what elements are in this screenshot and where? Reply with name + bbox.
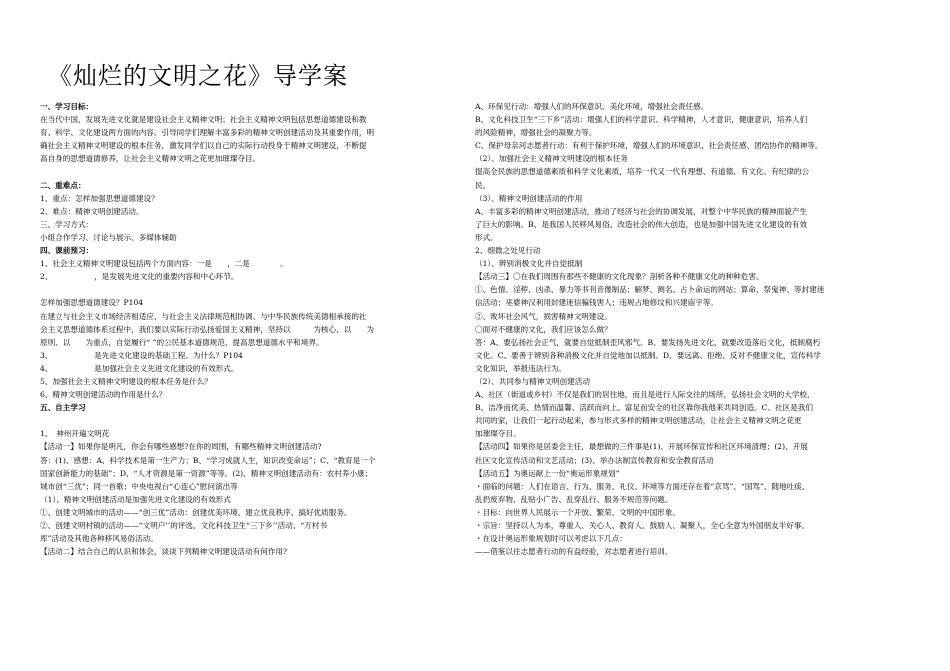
text-line: 1、 神州开遍文明花 xyxy=(40,429,110,439)
text-line: 【活动一】如果你是明凡，你会有哪些感想?在你的周围，有哪些精神文明创建活动? xyxy=(40,442,322,452)
text-line: 民。 xyxy=(475,180,491,190)
text-line: ②、败坏社会风气，损害精神文明建设。 xyxy=(475,311,612,321)
text-line: 国家创新能力的基础”；D、“人才资源是第一资源”等等。(2)、精神文明创建活动有：农村养小康； xyxy=(40,468,373,478)
text-line: 1、社会主义精神文明建设包括两个方面内容：一是 ，二是 。 xyxy=(40,259,288,269)
text-line: 3、 是先进文化建设的基础工程。为什么？P104 xyxy=(40,350,243,360)
text-line: （3）、精神文明创建活动的作用 xyxy=(475,193,583,203)
text-line: B、文化科技卫生“三下乡”活动：增强人们的科学意识、科学精神，人才意识，健康意识，培养人们 xyxy=(475,115,808,125)
section-heading: 二、重难点： xyxy=(40,180,86,190)
text-line xyxy=(40,283,460,296)
text-line: ——借鉴以往志愿者行动的有益经验，对志愿者进行培训。 xyxy=(475,547,673,557)
text-line: ・目标：向世界人民展示一个开放、繁荣、文明的中国形象。 xyxy=(475,507,681,517)
text-line: 确社会主义精神文明建设的根本任务，激发同学们以自己的实际行动投身于精神文明建设，不断提 xyxy=(40,141,367,151)
text-line: 三、学习方式： xyxy=(40,219,94,229)
left-column xyxy=(40,100,460,558)
text-line: 育、科学、文化建设两方面的内容。引导同学们理解丰富多彩的精神文明创建活动及其重要作用，明 xyxy=(40,128,375,138)
text-line: 共同的家，让我们一起行动起来，参与形式多样的精神文明创建活动，让社会主义精神文明之花更 xyxy=(475,416,802,426)
text-line: A、社区（街道或乡村）不仅是我们的居住地，而且是进行人际交往的场所，弘扬社会文明的大学校， xyxy=(475,390,815,400)
text-line: 形式。 xyxy=(475,232,498,242)
right-column xyxy=(475,100,900,558)
text-line: 了巨大的影响。B、是我国人民移风易俗、改造社会的伟大创造，也是加强中国先进文化建设的有效 xyxy=(475,219,808,229)
text-line: 城市创“三优”；同一首歌；中央电视台“心连心”慰问演出等 xyxy=(40,481,238,491)
text-line: 信活动；巫婆神汉利用封建迷信骗钱害人；违规占地修坟和兴建庙宇等。 xyxy=(475,298,718,308)
text-line xyxy=(40,414,460,427)
text-line: 在当代中国，发展先进文化就是建设社会主义精神文明；社会主义精神文明包括思想道德建设和教 xyxy=(40,115,367,125)
section-heading: 五、自主学习 xyxy=(40,403,86,413)
page-title: 《灿烂的文明之花》导学案 xyxy=(48,62,348,90)
text-line: ・面临的问题：人们在语言、行为、服务、礼仪、环境等方面还存在着“京骂”、“国骂”、随地吐痰、 xyxy=(475,481,810,491)
text-line: 【活动四】如果你是居委会主任，最想做的三件事是(1)、开展环保宣传和社区环境清理；(2)、开展 xyxy=(475,442,808,452)
text-line: 原则、以 为重点，自觉履行“ ”的公民基本道德规范，提高思想道德水平和境界。 xyxy=(40,337,324,347)
section-heading: 一、学习目标： xyxy=(40,102,94,111)
text-line: 小组合作学习、讨论与展示、多媒体辅助 xyxy=(40,232,177,242)
text-line: ①、色情、淫秽、凶杀、暴力等书刊音像制品；解梦、测名、占卜命运的网站；算命、祭鬼神、等封建迷 xyxy=(475,285,825,295)
text-line: ②、创建文明村镇的活动——“文明户’’的评选、文化科技卫生“三下乡’’活动、“万村书 xyxy=(40,521,328,530)
text-line: B、洁净而优美、热情而温馨、活跃而向上、富足而安全的社区靠你我他来共同创造。C、社区是我们 xyxy=(475,403,813,413)
text-line: （2）、加强社会主义精神文明建设的根本任务 xyxy=(475,154,628,164)
text-line xyxy=(40,165,460,178)
text-line: A、环保见行动：增强人们的环保意识、美化环境，增强社会责任感。 xyxy=(475,102,709,111)
text-line: （1）、精神文明创建活动是加强先进文化建设的有效形式 xyxy=(40,494,231,504)
text-line: 【活动三】〇在我们周围有那些不健康的文化现象？剖析各种不健康文化的种种危害。 xyxy=(475,272,764,282)
text-line: 高自身的思想道德修养，让社会主义精神文明之花更加璀璨夺目。 xyxy=(40,154,261,164)
text-line: 2、 ，是发展先进文化的重要内容和中心环节。 xyxy=(40,272,239,282)
text-line: 〇面对不健康的文化，我们应该怎么做？ xyxy=(475,324,612,334)
text-line: 【活动二】结合自己的认识和体会，谈谈下列精神文明建设活动有何作用? xyxy=(40,547,288,557)
text-line: 4、 是加强社会主义先进文化建设的有效形式。 xyxy=(40,363,239,373)
text-line: （2）、共同参与精神文明创建活动 xyxy=(475,376,590,386)
text-line: 1、重点：怎样加强思想道德建设？ xyxy=(40,193,159,203)
text-line: C、保护母亲河志愿者行动：有利于保护环境，增强人们的环境意识、社会责任感、团结协作的精神等。 xyxy=(475,141,823,151)
text-line: 文化。C、要善于辨别各种消极文化并自觉地加以抵制。D、要远离、拒绝、反对不健康文化，宣传科学 xyxy=(475,350,822,360)
text-line: 在建立与社会主义市场经济相适应、与社会主义法律规范相协调、与中华民族传统美德相承接的社 xyxy=(40,311,367,321)
text-line: 社区文化宣传活动和文艺活动；(3)、举办法制宣传教育和安全教育活动 xyxy=(475,455,714,465)
text-line: 怎样加强思想道德建设？P104 xyxy=(40,298,144,308)
text-line: 答：(1)、感想：A、科学技术是第一生产力；B、“学习成就人生，知识改变命运”；C、“教育是一个 xyxy=(40,455,376,465)
text-line: 提高全民族的思想道德素质和科学文化素质，培养一代又一代有理想、有道德、有文化、有纪律的公 xyxy=(475,167,810,177)
text-line: 乱扔废弃物、乱贴小广告、乱穿乱行、服务不规范等问题。 xyxy=(475,494,673,504)
text-line: A、丰富多彩的精神文明创建活动，推动了经济与社会的协调发展，对整个中华民族的精神面貌产生 xyxy=(475,206,808,216)
text-line: 2、细微之处见行动 xyxy=(475,246,541,256)
text-line: 会主义思想道德体系过程中，我们要以实际行动弘扬爱国主义精神，坚持以 为核心、以 为 xyxy=(40,324,375,334)
text-line: 【活动五】为奥运献上一份“奥运形象规划” xyxy=(475,468,620,478)
text-line: 答：A、要弘扬社会正气，就要自觉抵制歪风邪气。B、要发扬先进文化，就要改造落后文化，抵制腐朽 xyxy=(475,337,821,347)
text-line: ①、创建文明城市的活动——“创三优”活动：创建优美环境、建立优良秩序、搞好优质服务。 xyxy=(40,507,352,517)
text-line: 文化知识，举报违法行为。 xyxy=(475,363,567,373)
text-line: 5、加强社会主义精神文明建设的根本任务是什么？ xyxy=(40,376,212,386)
text-line: ・宗旨：坚持以人为本，尊重人、关心人、教育人、鼓励人、凝聚人，全心全意为外国朋友半好事。 xyxy=(475,521,810,530)
text-line: 的风险精神，增强社会的凝聚力等。 xyxy=(475,128,597,138)
text-line: ・在设计奥运形象规划时可以考虑以下几点： xyxy=(475,534,627,544)
text-line: 2、难点：精神文明创建活动。 xyxy=(40,206,144,216)
section-heading: 四、课前预习： xyxy=(40,246,94,256)
text-line: 加璀璨夺目。 xyxy=(475,429,521,439)
text-line: 6、精神文明创建活动的作用是什么？ xyxy=(40,390,167,400)
text-line: 库”活动及其他各种移风易俗活动。 xyxy=(40,534,158,544)
text-line: （1）、辨别消极文化并自觉抵制 xyxy=(475,259,583,269)
